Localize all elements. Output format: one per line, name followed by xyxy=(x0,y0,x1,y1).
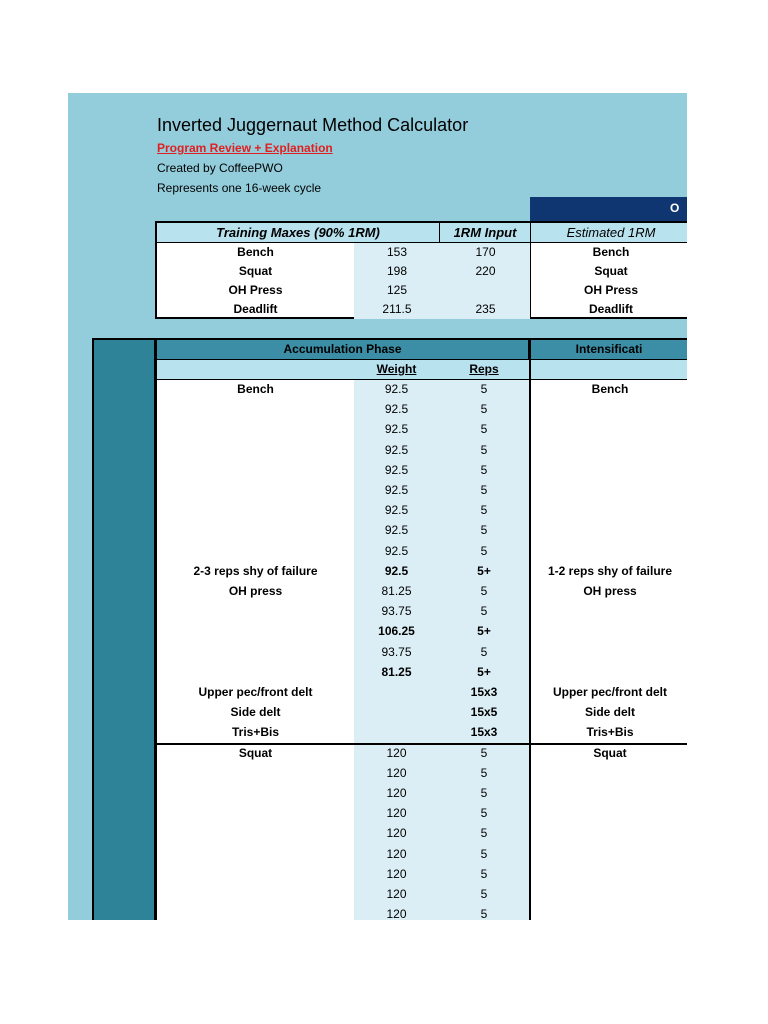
exercise-label xyxy=(157,461,354,480)
reps-cell: 5 xyxy=(480,584,488,598)
weight-cell: 120 xyxy=(386,745,407,760)
reps-cell: 5+ xyxy=(477,563,491,578)
reps-cell: 5 xyxy=(480,442,488,457)
weight-cell: 92.5 xyxy=(384,462,409,477)
intensification-label: OH press xyxy=(583,584,637,598)
weight-cell: 81.25 xyxy=(381,584,412,598)
reps-cell: 5 xyxy=(480,503,488,518)
weight-cell: 92.5 xyxy=(384,402,409,417)
weight-cell: 120 xyxy=(386,786,407,800)
weight-cell xyxy=(354,703,439,722)
input-header: 1RM Input xyxy=(440,223,531,243)
reps-cell: 5 xyxy=(480,826,488,841)
weight-cell: 93.75 xyxy=(381,644,412,659)
weight-cell: 120 xyxy=(386,887,407,901)
estimated-lift-label: Bench xyxy=(592,245,630,259)
reps-cell: 5 xyxy=(480,523,488,538)
weight-cell: 106.25 xyxy=(378,624,415,639)
weight-cell: 120 xyxy=(386,907,407,920)
weight-cell: 120 xyxy=(386,866,407,881)
exercise-label xyxy=(157,804,354,823)
exercise-label xyxy=(157,622,354,641)
exercise-label xyxy=(157,521,354,540)
intensification-label: Side delt xyxy=(584,705,635,720)
rm-input-cell[interactable]: 235 xyxy=(475,302,496,316)
cycle-note: Represents one 16-week cycle xyxy=(157,181,322,195)
spreadsheet xyxy=(68,93,687,920)
reps-cell: 5 xyxy=(480,745,488,760)
exercise-label: 2-3 reps shy of failure xyxy=(193,563,318,578)
reps-cell: 5+ xyxy=(477,624,491,639)
reps-cell: 5 xyxy=(480,765,488,780)
intensification-label xyxy=(531,905,687,920)
exercise-label xyxy=(157,845,354,864)
intensification-label xyxy=(531,420,687,439)
weight-cell: 92.5 xyxy=(384,422,409,437)
weight-cell: 92.5 xyxy=(384,382,409,396)
exercise-label xyxy=(157,501,354,520)
exercise-label xyxy=(157,602,354,621)
intensification-label xyxy=(531,865,687,884)
page-title: Inverted Juggernaut Method Calculator xyxy=(157,115,469,135)
weight-cell: 92.5 xyxy=(384,503,409,518)
reps-cell: 5 xyxy=(480,786,488,800)
intensification-label xyxy=(531,400,687,419)
intensification-label xyxy=(531,804,687,823)
exercise-label: Tris+Bis xyxy=(231,725,280,740)
exercise-label xyxy=(157,643,354,662)
reps-cell: 15x5 xyxy=(470,705,498,720)
weight-cell: 92.5 xyxy=(384,563,409,578)
intensification-header: Intensificati xyxy=(529,340,687,359)
intensification-label: Upper pec/front delt xyxy=(552,685,667,699)
reps-header: Reps xyxy=(439,360,529,379)
left-sidebar-bar xyxy=(92,338,156,920)
tm-lift-label: OH Press xyxy=(228,283,283,297)
estimated-lift-label: Deadlift xyxy=(588,302,633,316)
reps-cell: 5 xyxy=(480,543,488,558)
weight-cell: 92.5 xyxy=(384,523,409,538)
intensification-label xyxy=(531,602,687,621)
exercise-label: Upper pec/front delt xyxy=(198,685,313,699)
tm-value: 125 xyxy=(386,283,408,297)
reps-cell: 5 xyxy=(480,806,488,821)
tm-value: 198 xyxy=(386,264,408,278)
weight-cell: 81.25 xyxy=(381,664,412,679)
exercise-label xyxy=(157,542,354,561)
reps-cell: 5 xyxy=(480,644,488,659)
intensification-label: Tris+Bis xyxy=(586,725,634,740)
reps-cell: 5 xyxy=(480,866,488,881)
intensification-label xyxy=(531,643,687,662)
tm-lift-label: Deadlift xyxy=(233,302,278,316)
exercise-label xyxy=(157,400,354,419)
exercise-label: Squat xyxy=(238,745,273,760)
exercise-label xyxy=(157,824,354,843)
exercise-label xyxy=(157,905,354,920)
reps-cell: 5 xyxy=(480,907,488,920)
intensification-label xyxy=(531,622,687,641)
exercise-label xyxy=(157,764,354,783)
estimated-lift-label: OH Press xyxy=(583,283,639,297)
weight-cell: 120 xyxy=(386,765,407,780)
intensification-label xyxy=(531,481,687,500)
weight-cell: 120 xyxy=(386,846,407,861)
intensification-label xyxy=(531,663,687,682)
rm-input-cell[interactable]: 220 xyxy=(475,264,496,278)
weight-cell: 92.5 xyxy=(384,483,409,497)
intensification-label xyxy=(531,845,687,864)
tm-value: 211.5 xyxy=(382,302,412,316)
tm-lift-label: Bench xyxy=(237,245,274,259)
tm-header: Training Maxes (90% 1RM) xyxy=(157,223,440,243)
training-maxes-table xyxy=(155,221,687,319)
navy-header-text: O xyxy=(670,201,680,215)
reps-cell: 5 xyxy=(480,402,488,417)
intensification-label xyxy=(531,885,687,904)
reps-cell: 5+ xyxy=(477,664,491,679)
rm-input-cell[interactable]: 170 xyxy=(475,245,496,259)
weight-cell: 92.5 xyxy=(384,442,409,457)
intensification-label xyxy=(531,441,687,460)
reps-cell: 5 xyxy=(480,382,488,396)
accumulation-header: Accumulation Phase xyxy=(157,340,529,359)
intensification-subheader xyxy=(531,360,687,379)
created-by: Created by CoffeePWO xyxy=(157,161,283,175)
exercise-label xyxy=(157,784,354,803)
exercise-label xyxy=(157,865,354,884)
reps-cell: 15x3 xyxy=(470,685,498,699)
subheader-label-fill xyxy=(157,360,354,379)
weight-cell: 92.5 xyxy=(384,543,409,558)
estimated-header: Estimated 1RM xyxy=(531,223,687,243)
reps-cell: 5 xyxy=(480,846,488,861)
intensification-label xyxy=(531,501,687,520)
rm-input-cell[interactable] xyxy=(440,281,531,300)
weight-cell xyxy=(354,683,439,702)
weight-cell xyxy=(354,723,439,742)
reps-cell: 5 xyxy=(480,422,488,437)
intensification-label xyxy=(531,764,687,783)
navy-header-bar xyxy=(530,197,687,221)
exercise-label xyxy=(157,441,354,460)
intensification-label xyxy=(531,461,687,480)
tm-lift-label: Squat xyxy=(238,264,273,278)
intensification-label: 1-2 reps shy of failure xyxy=(547,563,673,578)
reps-cell: 5 xyxy=(480,462,488,477)
program-review-link[interactable]: Program Review + Explanation xyxy=(157,141,333,155)
reps-cell: 15x3 xyxy=(470,725,498,740)
program-table xyxy=(155,338,687,920)
weight-cell: 93.75 xyxy=(381,604,412,619)
intensification-label xyxy=(531,521,687,540)
exercise-label: Side delt xyxy=(230,705,281,720)
intensification-label xyxy=(531,784,687,803)
section-divider xyxy=(157,743,687,745)
exercise-label: OH press xyxy=(228,584,283,598)
intensification-label xyxy=(531,542,687,561)
weight-cell: 120 xyxy=(386,826,407,841)
intensification-label: Squat xyxy=(593,745,627,760)
exercise-label xyxy=(157,420,354,439)
exercise-label: Bench xyxy=(237,382,274,396)
reps-cell: 5 xyxy=(480,887,488,901)
weight-cell: 120 xyxy=(386,806,407,821)
estimated-lift-label: Squat xyxy=(594,264,628,278)
reps-cell: 5 xyxy=(480,483,488,497)
exercise-label xyxy=(157,885,354,904)
weight-header: Weight xyxy=(354,360,439,379)
exercise-label xyxy=(157,663,354,682)
intensification-label: Bench xyxy=(591,382,629,396)
tm-value: 153 xyxy=(386,245,408,259)
exercise-label xyxy=(157,481,354,500)
intensification-label xyxy=(531,824,687,843)
reps-cell: 5 xyxy=(480,604,488,619)
